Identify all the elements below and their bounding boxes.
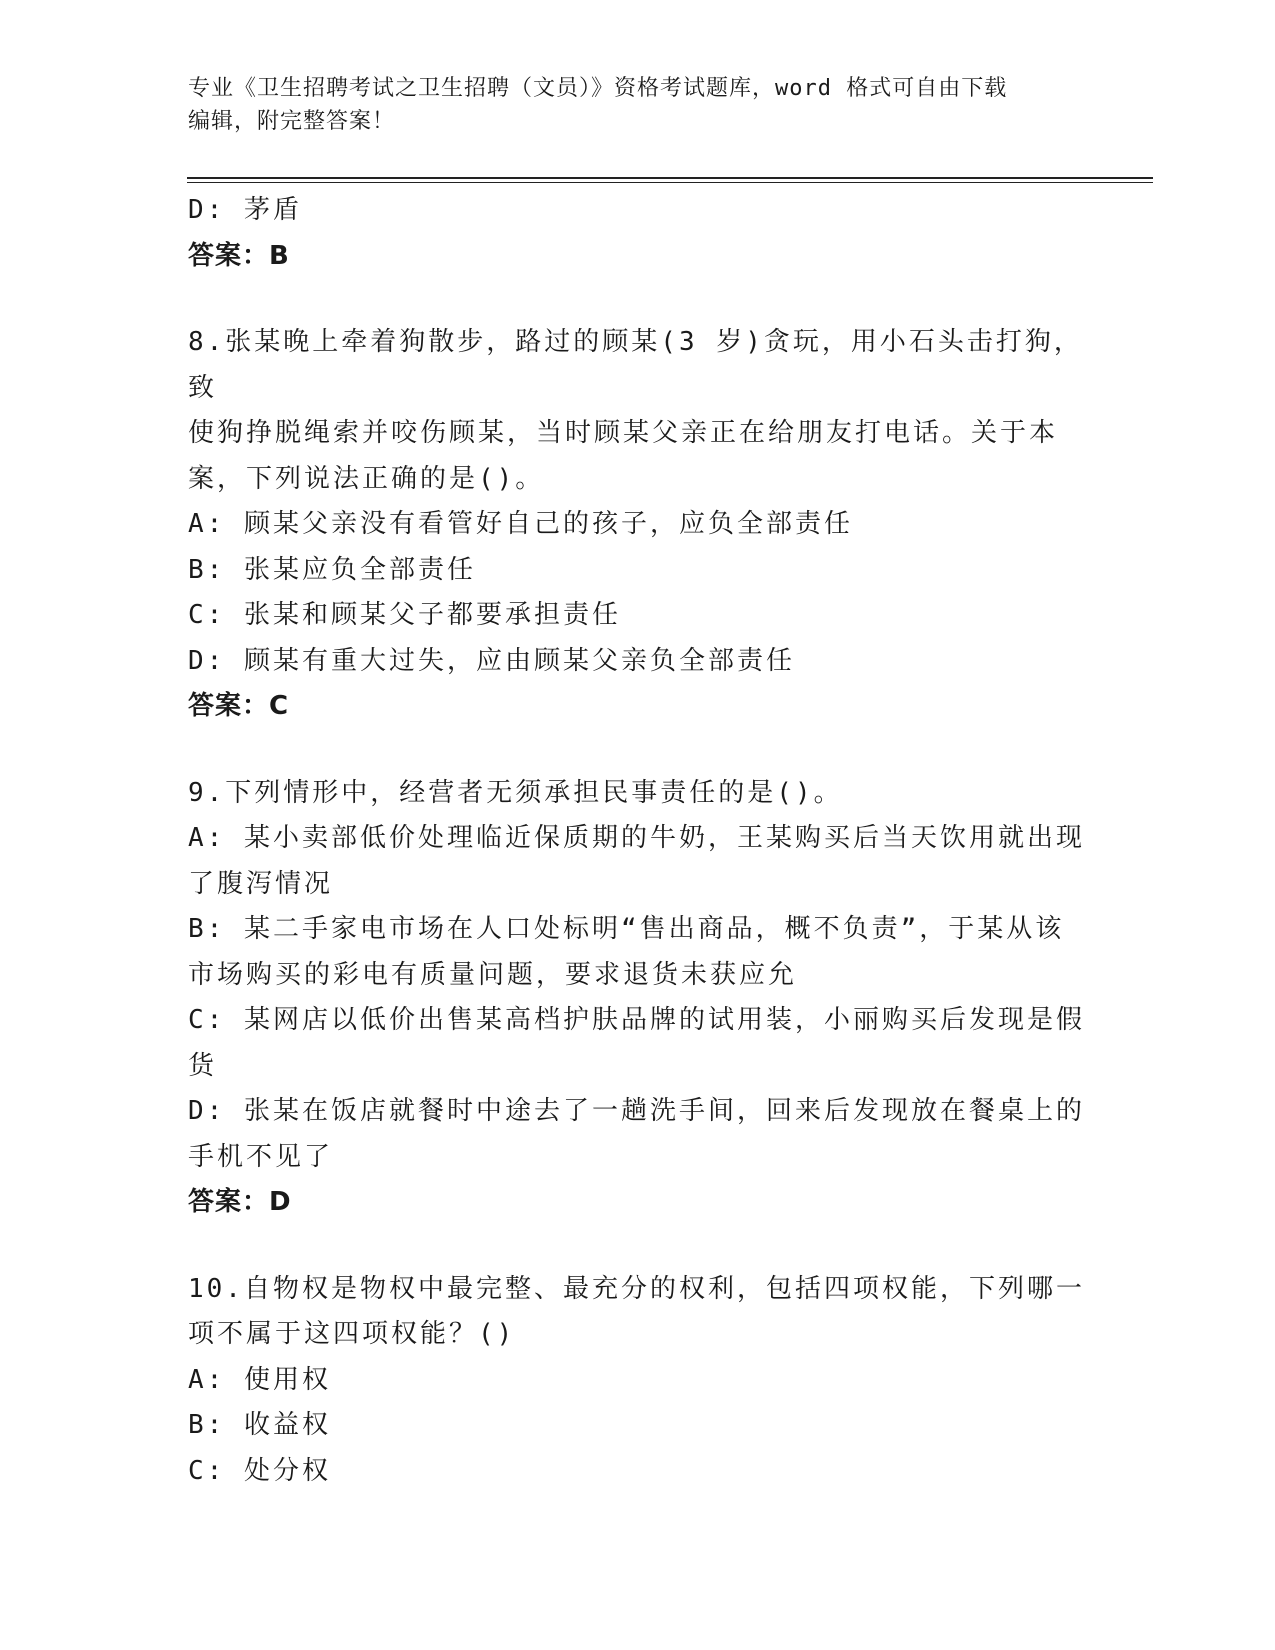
header-line-2: 编辑，附完整答案！ <box>188 109 396 134</box>
page-header <box>188 72 1068 138</box>
question-stem-line: 10.自物权是物权中最完整、最充分的权利，包括四项权能，下列哪一 <box>188 1273 1085 1304</box>
header-rule <box>187 177 1153 183</box>
option-c: C: 处分权 <box>188 1455 331 1486</box>
spacer <box>188 1226 1088 1267</box>
answer: 答案：C <box>188 691 290 721</box>
option-b: B: 某二手家电市场在人口处标明“售出商品，概不负责”，于某从该 <box>188 914 1065 944</box>
question-stem-line: 使狗挣脱绳索并咬伤顾某，当时顾某父亲正在给朋友打电话。关于本 <box>188 418 1059 448</box>
option-a-continued: 了腹泻情况 <box>188 868 334 899</box>
option-d: D: 张某在饭店就餐时中途去了一趟洗手间，回来后发现放在餐桌上的 <box>188 1096 1085 1126</box>
option-d: D: 顾某有重大过失，应由顾某父亲负全部责任 <box>188 645 795 676</box>
answer: 答案：D <box>188 1187 292 1217</box>
prev-answer: 答案：B <box>188 240 290 271</box>
option-b: B: 收益权 <box>188 1410 331 1440</box>
question-stem-line: 8.张某晚上牵着狗散步，路过的顾某(3 岁)贪玩，用小石头击打狗，致 <box>188 327 1083 403</box>
option-c-continued: 货 <box>188 1050 218 1081</box>
option-a: A: 顾某父亲没有看管好自己的孩子，应负全部责任 <box>188 509 853 539</box>
option-c: C: 某网店以低价出售某高档护肤品牌的试用装，小丽购买后发现是假 <box>188 1005 1085 1035</box>
question-stem-line: 案，下列说法正确的是()。 <box>188 463 545 494</box>
option-b: B: 张某应负全部责任 <box>188 554 476 585</box>
question-9 <box>188 771 1088 1226</box>
option-b-continued: 市场购买的彩电有质量问题，要求退货未获应允 <box>188 959 798 990</box>
option-a: A: 某小卖部低价处理临近保质期的牛奶，王某购买后当天饮用就出现 <box>188 823 1085 853</box>
option-a: A: 使用权 <box>188 1364 331 1395</box>
option-c: C: 张某和顾某父子都要承担责任 <box>188 600 621 630</box>
question-8 <box>188 320 1088 730</box>
spacer <box>188 730 1088 771</box>
prev-option-d: D: 茅盾 <box>188 195 302 225</box>
question-stem-line: 项不属于这四项权能？() <box>188 1319 516 1349</box>
question-stem-line: 9.下列情形中，经营者无须承担民事责任的是()。 <box>188 777 843 808</box>
document-body <box>188 188 1088 1494</box>
question-10 <box>188 1267 1088 1495</box>
spacer <box>188 279 1088 320</box>
option-d-continued: 手机不见了 <box>188 1141 334 1172</box>
header-line-1: 专业《卫生招聘考试之卫生招聘（文员）》资格考试题库，word 格式可自由下载 <box>188 76 1008 101</box>
